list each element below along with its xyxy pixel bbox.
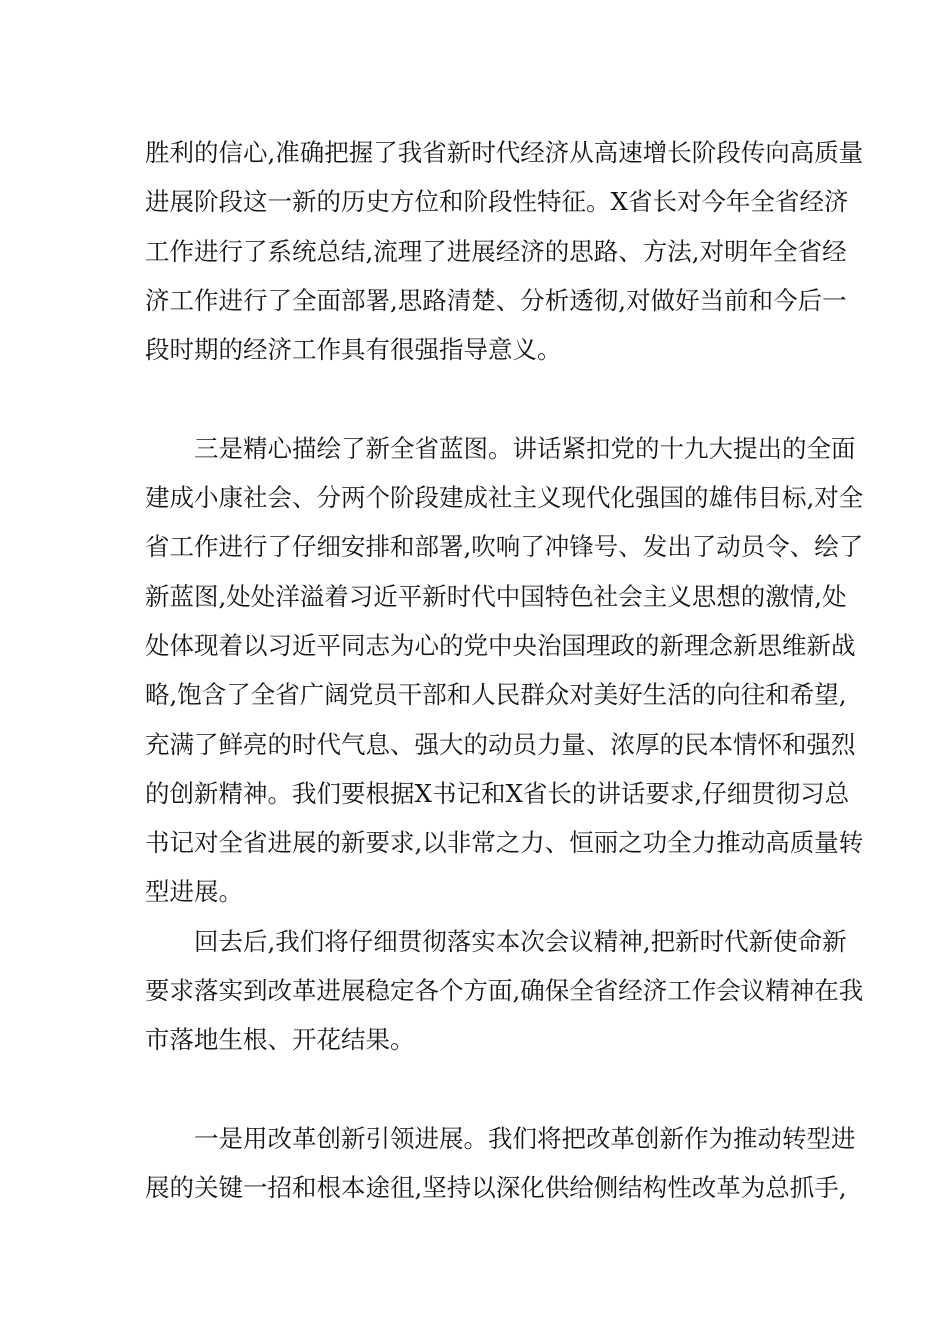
paragraph-3 [145,917,864,1065]
text-line: 新蓝图,处处洋溢着习近平新时代中国特色社会主义思想的激情,处 [145,581,847,611]
paragraph-gap [145,374,815,423]
text-line: 建成小康社会、分两个阶段建成社主义现代化强国的雄伟目标,对全 [145,483,864,513]
text-line: 省工作进行了仔细安排和部署,吹响了冲锋号、发出了动员令、绘了 [145,532,864,562]
text-line: 处体现着以习近平同志为心的党中央治国理政的新理念新思维新战 [145,630,856,660]
text-line: 进展阶段这一新的历史方位和阶段性特征。X省长对今年全省经济 [145,187,849,217]
text-line: 要求落实到改革进展稳定各个方面,确保全省经济工作会议精神在我 [145,976,864,1006]
text-line: 充满了鲜亮的时代气息、强大的动员力量、浓厚的民本情怀和强烈 [145,729,856,759]
paragraph-4 [145,1114,856,1213]
text-line: 一是用改革创新引领进展。我们将把改革创新作为推动转型进 [194,1123,856,1153]
text-line: 略,饱含了全省广阔党员干部和人民群众对美好生活的向往和希望, [145,680,847,710]
text-line: 济工作进行了全面部署,思路清楚、分析透彻,对做好当前和今后一 [145,285,847,315]
text-line: 的创新精神。我们要根据X书记和X省长的讲话要求,仔细贯彻习总 [145,778,850,808]
text-line: 胜利的信心,准确把握了我省新时代经济从高速增长阶段传向高质量 [145,138,864,167]
text-line: 工作进行了系统总结,流理了进展经济的思路、方法,对明年全省经 [145,236,847,266]
text-line: 书记对全省进展的新要求,以非常之力、恒丽之功全力推动高质量转 [145,828,864,858]
paragraph-1 [145,128,864,374]
text-line: 回去后,我们将仔细贯彻落实本次会议精神,把新时代新使命新 [194,926,847,956]
text-line: 三是精心描绘了新全省蓝图。讲话紧扣党的十九大提出的全面 [194,433,856,463]
text-line: 展的关键一招和根本途徂,坚持以深化供给侧结构性改革为总抓手, [145,1173,847,1203]
document-body [145,128,864,1213]
paragraph-gap [145,1065,815,1114]
text-line: 段时期的经济工作具有很强指导意义。 [145,335,562,365]
text-line: 市落地生根、开花结果。 [145,1025,415,1055]
paragraph-2 [145,424,864,917]
text-line: 型进展。 [145,877,243,907]
